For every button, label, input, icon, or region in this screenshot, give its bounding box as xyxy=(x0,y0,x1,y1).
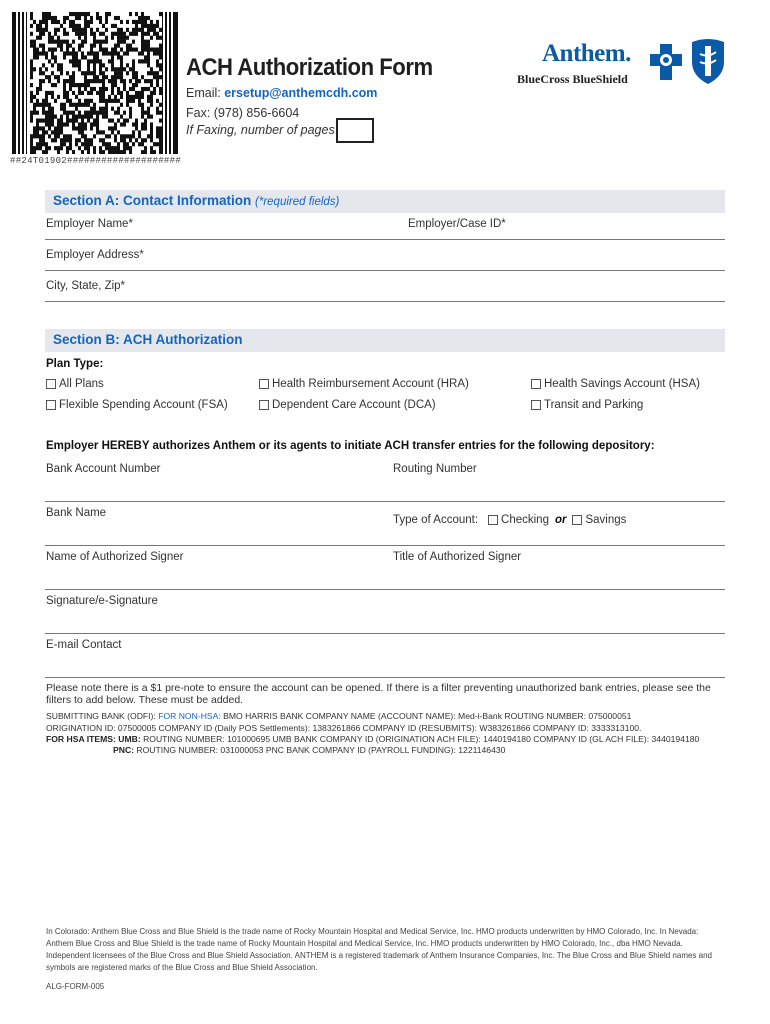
blue-shield-icon xyxy=(688,38,728,86)
authorization-statement: Employer HEREBY authorizes Anthem or its agents to initiate ACH transfer entries for the following depository: xyxy=(46,440,655,452)
divider xyxy=(45,270,725,271)
email-contact-label: E-mail Contact xyxy=(46,639,122,651)
plan-type-label: Plan Type: xyxy=(46,358,104,370)
anthem-logo-wordmark: Anthem. xyxy=(542,40,631,67)
email-link[interactable]: ersetup@anthemcdh.com xyxy=(224,86,378,100)
employer-name-field[interactable] xyxy=(45,215,725,239)
detail-line-pnc: PNC: ROUTING NUMBER: 031000053 PNC BANK COMPANY ID (PAYROLL FUNDING): 1221146430 xyxy=(113,745,506,755)
employer-case-id-label: Employer/Case ID* xyxy=(408,218,506,230)
bank-name-label: Bank Name xyxy=(46,507,107,519)
divider xyxy=(45,239,725,240)
bcbs-logo-text: BlueCross BlueShield xyxy=(517,72,628,86)
plan-option-transit[interactable]: Transit and Parking xyxy=(531,399,643,411)
page-title: ACH Authorization Form xyxy=(186,54,433,81)
employer-address-label: Employer Address* xyxy=(46,249,144,261)
prenote-text: Please note there is a $1 pre-note to ensure the account can be opened. If there is a filter preventing unauthorized bank entries, please see the filters to add below. These must be added. xyxy=(46,682,711,706)
plan-option-dca[interactable]: Dependent Care Account (DCA) xyxy=(259,399,436,411)
section-a-title: Section A: Contact Information (*required fields) xyxy=(53,193,340,208)
checkbox[interactable] xyxy=(259,379,269,389)
email-contact-field[interactable] xyxy=(45,635,725,677)
city-state-zip-label: City, State, Zip* xyxy=(46,280,126,292)
checking-checkbox[interactable] xyxy=(488,515,498,525)
checkbox[interactable] xyxy=(259,400,269,410)
divider xyxy=(45,677,725,678)
checkbox[interactable] xyxy=(531,379,541,389)
checkbox[interactable] xyxy=(531,400,541,410)
plan-option-all-plans[interactable]: All Plans xyxy=(46,378,104,390)
detail-line-non-hsa: SUBMITTING BANK (ODFI): FOR NON-HSA: BMO HARRIS BANK COMPANY NAME (ACCOUNT NAME): Med-i-Bank ROUTING NUMBER: 075000051 xyxy=(46,711,632,721)
or-label: or xyxy=(554,514,567,526)
email-label: Email: xyxy=(186,86,221,100)
barcode-text: ##24T01902#################### xyxy=(10,156,182,166)
email-line xyxy=(186,86,377,100)
form-number: ALG-FORM-005 xyxy=(46,982,105,991)
divider xyxy=(45,633,725,634)
savings-label: Savings xyxy=(585,514,627,526)
account-type-row xyxy=(393,514,626,526)
type-of-account-label: Type of Account: xyxy=(393,514,479,526)
authorized-signer-label: Name of Authorized Signer xyxy=(46,551,184,563)
divider xyxy=(45,545,725,546)
plan-option-hra[interactable]: Health Reimbursement Account (HRA) xyxy=(259,378,469,390)
barcode-image xyxy=(12,12,178,154)
pages-label: If Faxing, number of pages xyxy=(186,123,335,137)
employer-name-label: Employer Name* xyxy=(46,218,133,230)
checking-label: Checking xyxy=(501,514,549,526)
checkbox[interactable] xyxy=(46,400,56,410)
signer-title-label: Title of Authorized Signer xyxy=(393,551,522,563)
divider xyxy=(45,589,725,590)
signature-field[interactable] xyxy=(45,591,725,633)
blue-cross-icon xyxy=(648,42,684,82)
legal-footer: In Colorado: Anthem Blue Cross and Blue Shield is the trade name of Rocky Mountain Hospital and Medical Service, Inc. HMO products underwritten by HMO Colorado, Inc. In Nevada: Anthem Blue Cross and Blue Shield is the trade name of Rocky Mountain Hospital and Medical Service, Inc. HMO products underwritten by HMO Colorado, Inc., dba HMO Nevada. Independent licensees of the Blue Cross and Blue Shield Association. ANTHEM is a registered trademark of Anthem Insurance Companies, Inc. The Blue Cross and Blue Shield names and symbols are registered marks of the Blue Cross and Blue Shield Association. xyxy=(46,927,712,972)
savings-checkbox[interactable] xyxy=(572,515,582,525)
plan-option-hsa[interactable]: Health Savings Account (HSA) xyxy=(531,378,700,390)
divider xyxy=(45,501,725,502)
detail-line-origination: ORIGINATION ID: 07500005 COMPANY ID (Daily POS Settlements): 1383261866 COMPANY ID (RESUBMITS): W383261866 COMPANY ID: 3333313100. xyxy=(46,723,642,733)
city-state-zip-field[interactable] xyxy=(45,276,725,301)
routing-number-label: Routing Number xyxy=(393,463,477,475)
employer-address-field[interactable] xyxy=(45,245,725,270)
section-b-title: Section B: ACH Authorization xyxy=(53,332,243,347)
required-fields-note: (*required fields) xyxy=(255,196,340,208)
pages-count-field[interactable] xyxy=(336,118,374,143)
bank-account-field[interactable] xyxy=(45,459,725,501)
divider xyxy=(45,301,725,302)
checkbox[interactable] xyxy=(46,379,56,389)
detail-line-hsa: FOR HSA ITEMS: UMB: ROUTING NUMBER: 101000695 UMB BANK COMPANY ID (ORIGINATION ACH FILE): 1440194180 COMPANY ID (GL ACH FILE): 3440194180 xyxy=(46,734,700,744)
authorized-signer-field[interactable] xyxy=(45,547,725,589)
bank-account-number-label: Bank Account Number xyxy=(46,463,161,475)
signature-label: Signature/e-Signature xyxy=(46,595,158,607)
plan-option-fsa[interactable]: Flexible Spending Account (FSA) xyxy=(46,399,228,411)
fax-number: Fax: (978) 856-6604 xyxy=(186,106,300,120)
